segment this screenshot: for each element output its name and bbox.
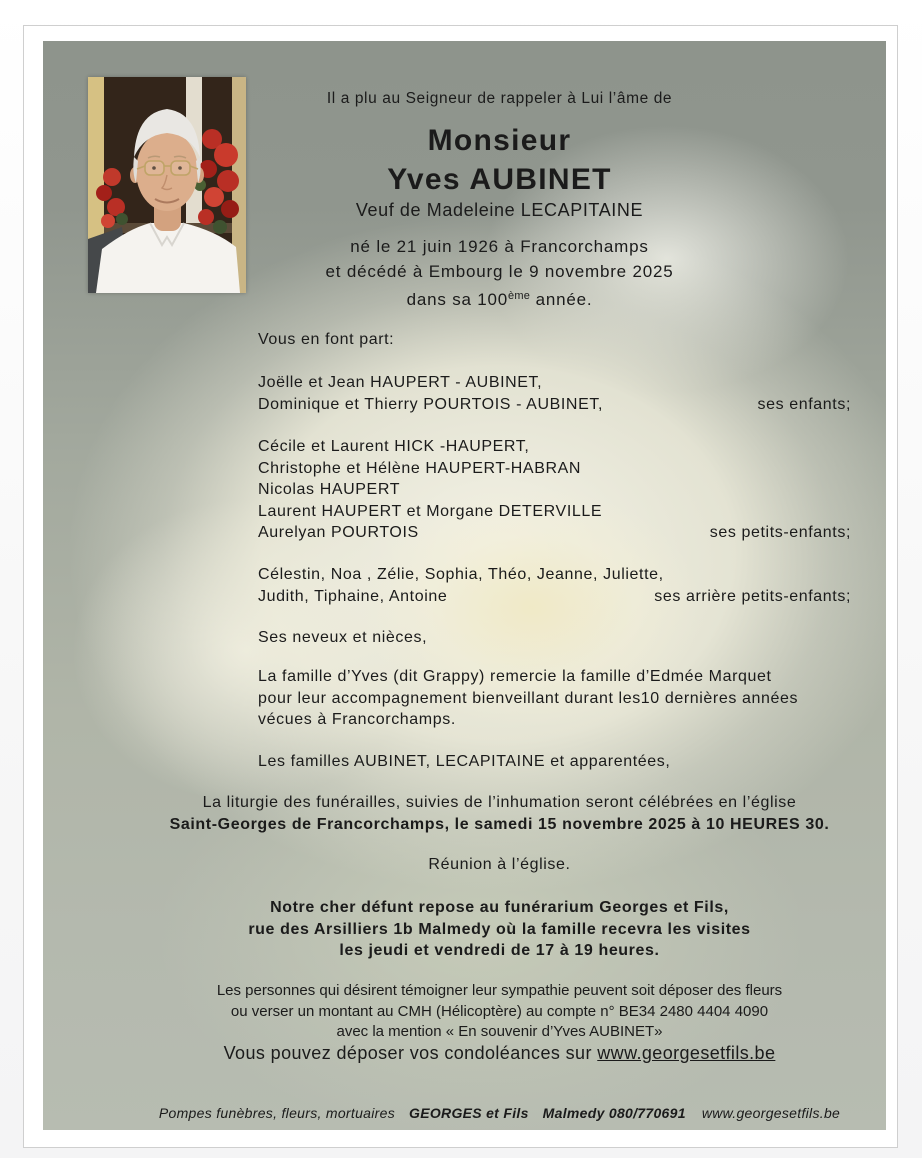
nephews-line: Ses neveux et nièces,	[258, 629, 428, 646]
relation-label-children: ses enfants;	[757, 395, 851, 413]
condolences-line: Vous pouvez déposer vos condoléances sur www.georgesetfils.be	[223, 1043, 776, 1063]
footer-phone: Malmedy 080/770691	[542, 1105, 686, 1121]
liturgy-block	[113, 792, 886, 835]
grandchild-line: Aurelyan POURTOIS ses petits-enfants;	[113, 522, 886, 544]
deceased-name: Yves AUBINET	[387, 163, 612, 196]
birth-death-block	[113, 234, 886, 312]
announcement-text	[113, 41, 886, 1130]
condolences-website-link[interactable]: www.georgesetfils.be	[597, 1043, 776, 1063]
thanks-line: pour leur accompagnement bienveillant durant les10 dernières années	[258, 689, 799, 707]
footer-text: Pompes funèbres, fleurs, mortuaires	[158, 1105, 396, 1121]
grandchild-line: Nicolas HAUPERT	[258, 481, 401, 498]
relation-label-great-grandchildren: ses arrière petits-enfants;	[654, 587, 851, 605]
children-block	[113, 372, 886, 415]
grandchild-line: Christophe et Hélène HAUPERT-HABRAN	[258, 459, 582, 477]
death-line: et décédé à Embourg le 9 novembre 2025	[325, 262, 674, 281]
age-line: dans sa 100ème année.	[406, 290, 593, 309]
great-grandchild-line: Célestin, Noa , Zélie, Sophia, Théo, Jeanne, Juliette,	[258, 566, 664, 583]
children-line: Joëlle et Jean HAUPERT - AUBINET,	[258, 374, 543, 391]
announcement-lead: Vous en font part:	[258, 331, 395, 348]
sympathy-block	[113, 981, 886, 1043]
sympathy-line: Les personnes qui désirent témoigner leur sympathie peuvent soit déposer des fleurs	[216, 982, 783, 999]
repose-line: Notre cher défunt repose au funérarium Georges et Fils,	[270, 899, 729, 916]
repose-line: les jeudi et vendredi de 17 à 19 heures.	[339, 942, 660, 959]
sympathy-line: ou verser un montant au CMH (Hélicoptère) au compte n° BE34 2480 4404 4090	[230, 1002, 769, 1020]
footer-company: GEORGES et Fils	[409, 1105, 529, 1121]
funeral-home-footer	[113, 1103, 886, 1125]
intro-line: Il a plu au Seigneur de rappeler à Lui l’âme de	[326, 90, 673, 107]
grandchildren-block	[113, 436, 886, 544]
white-rose-background	[43, 41, 886, 1130]
sympathy-line: avec la mention « En souvenir d’Yves AUBINET»	[336, 1023, 663, 1040]
great-grandchildren-block	[113, 564, 886, 607]
repose-block	[113, 897, 886, 962]
grandchild-line: Cécile et Laurent HICK -HAUPERT,	[258, 438, 530, 455]
children-line: Dominique et Thierry POURTOIS - AUBINET, ses enfants;	[113, 394, 886, 416]
liturgy-church-date-line: Saint-Georges de Francorchamps, le samedi 15 novembre 2025 à 10 HEURES 30.	[169, 815, 830, 833]
footer-website: www.georgesetfils.be	[701, 1105, 841, 1121]
families-line: Les familles AUBINET, LECAPITAINE et apparentées,	[258, 753, 671, 770]
relation-label-grandchildren: ses petits-enfants;	[709, 524, 851, 541]
repose-line: rue des Arsilliers 1b Malmedy où la famille recevra les visites	[248, 920, 751, 938]
thanks-line: La famille d’Yves (dit Grappy) remercie la famille d’Edmée Marquet	[258, 668, 772, 685]
thanks-block	[113, 666, 886, 731]
widower-line: Veuf de Madeleine LECAPITAINE	[355, 200, 644, 220]
birth-line: né le 21 juin 1926 à Francorchamps	[350, 237, 649, 256]
great-grandchild-line: Judith, Tiphaine, Antoine ses arrière petits-enfants;	[113, 586, 886, 608]
age-superscript: ème	[508, 290, 531, 302]
grandchild-line: Laurent HAUPERT et Morgane DETERVILLE	[258, 502, 603, 520]
liturgy-line: La liturgie des funérailles, suivies de l’inhumation seront célébrées en l’église	[202, 794, 797, 811]
thanks-line: vécues à Francorchamps.	[258, 711, 456, 728]
reunion-line: Réunion à l’église.	[428, 856, 571, 873]
title-monsieur: Monsieur	[427, 124, 572, 157]
title-block	[113, 121, 886, 199]
